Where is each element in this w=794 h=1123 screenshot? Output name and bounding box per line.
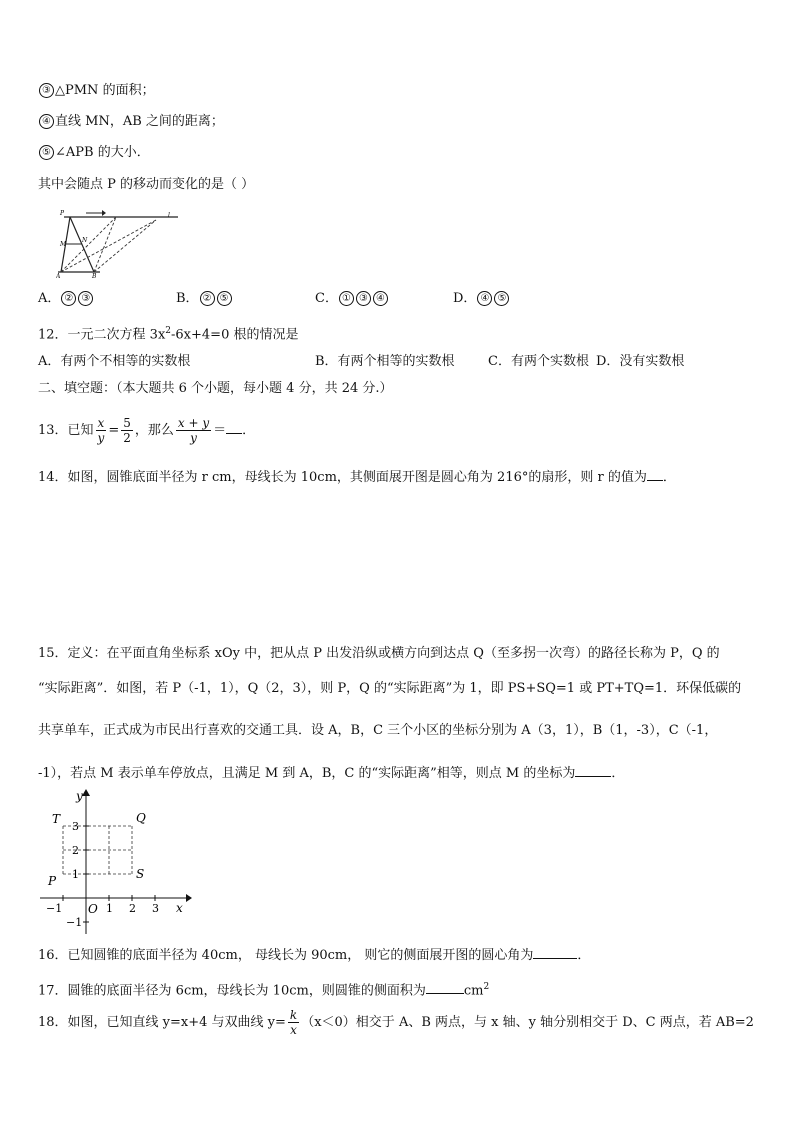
unit: cm xyxy=(463,983,484,999)
label-p: P xyxy=(60,210,65,217)
q18-suffix: （x＜0）相交于 A、B 两点，与 x 轴、y 轴分别相交于 D、C 两点，若 AB=2 xyxy=(301,1015,754,1030)
question-13 xyxy=(38,414,255,448)
q13-mid: ，那么 xyxy=(134,423,174,438)
section-heading: 二、填空题：（本大题共 6 个小题，每小题 4 分，共 24 分.） xyxy=(38,381,393,396)
question-17 xyxy=(38,978,489,1000)
period: ． xyxy=(577,948,591,963)
q16-text: 16．已知圆锥的底面半径为 40cm， 母线长为 90cm， 则它的侧面展开图的圆心角为 xyxy=(38,948,534,963)
label-b: B xyxy=(92,273,97,278)
question-15-line2: “实际距离”．如图，若 P（-1，1），Q（2，3），则 P，Q 的“实际距离”为 1，即 PS+SQ=1 或 PT+TQ=1．环保低碳的 xyxy=(38,681,742,696)
point-t-label: T xyxy=(52,812,61,826)
q13-prefix: 13．已知 xyxy=(38,423,94,438)
answer-blank xyxy=(575,764,611,777)
circled-number: ④ xyxy=(39,114,54,129)
q12-option-d: D．没有实数根 xyxy=(596,354,685,369)
numerator: 5 xyxy=(123,416,131,430)
period: ． xyxy=(611,766,625,781)
answer-blank xyxy=(226,421,242,434)
q12-option-c: C．有两个实数根 xyxy=(488,354,589,369)
exponent: 2 xyxy=(483,982,490,992)
circled-number: ⑤ xyxy=(217,291,232,306)
q17-text: 17．圆锥的底面半径为 6cm，母线长为 10cm，则圆锥的侧面积为 xyxy=(38,983,426,999)
condition-3 xyxy=(38,82,155,100)
answer-blank xyxy=(426,981,464,994)
circled-number: ② xyxy=(61,291,76,306)
q15-text: -1），若点 M 表示单车停放点，且满足 M 到 A，B，C 的“实际距离”相等，则点 M 的坐标为 xyxy=(38,766,576,781)
question-16 xyxy=(38,946,590,965)
equals: = xyxy=(108,423,120,438)
y-tick-neg1: −1 xyxy=(66,916,83,929)
exponent: 2 xyxy=(165,326,172,336)
x-tick-neg1: −1 xyxy=(46,902,63,915)
question-15-line1: 15．定义：在平面直角坐标系 xOy 中，把从点 P 出发沿纵或横方向到达点 Q（至多拐一次弯）的路径长称为 P，Q 的 xyxy=(38,646,720,661)
y-tick-2: 2 xyxy=(72,844,79,857)
stem-text: 12．一元二次方程 3x xyxy=(38,327,166,343)
answer-blank xyxy=(533,946,577,959)
circled-number: ③ xyxy=(78,291,93,306)
point-s-label: S xyxy=(136,867,145,881)
q12-option-a: A．有两个不相等的实数根 xyxy=(38,354,191,369)
circled-number: ③ xyxy=(39,83,54,98)
fraction-5-over-2 xyxy=(121,416,133,445)
question-11-prompt: 其中会随点 P 的移动而变化的是（ ） xyxy=(38,177,255,192)
x-tick-3: 3 xyxy=(152,902,159,915)
q12-option-b: B．有两个相等的实数根 xyxy=(315,354,455,369)
denominator: y xyxy=(97,431,105,445)
option-label: C． xyxy=(315,291,338,306)
circled-number: ③ xyxy=(356,291,371,306)
option-label: B． xyxy=(176,291,199,306)
option-a xyxy=(38,290,94,308)
circled-number: ① xyxy=(339,291,354,306)
q18-prefix: 18．如图，已知直线 y=x+4 与双曲线 y= xyxy=(38,1015,286,1030)
condition-text: △PMN 的面积； xyxy=(55,83,155,98)
y-tick-3: 3 xyxy=(72,820,79,833)
denominator: y xyxy=(190,431,197,445)
fraction-x-over-y xyxy=(96,416,107,445)
circled-number: ② xyxy=(200,291,215,306)
numerator: x xyxy=(97,416,105,430)
x-tick-2: 2 xyxy=(129,902,136,915)
circled-number: ④ xyxy=(373,291,388,306)
numerator: k xyxy=(289,1008,298,1022)
figure-parallel-lines xyxy=(56,208,182,278)
condition-4 xyxy=(38,113,224,131)
condition-5 xyxy=(38,144,150,162)
fraction-x-plus-y-over-y xyxy=(176,416,211,445)
label-n: N xyxy=(82,237,88,244)
period: ． xyxy=(662,470,676,485)
stem-text: -6x+4=0 根的情况是 xyxy=(171,327,299,343)
circled-number: ⑤ xyxy=(39,145,54,160)
label-l: l xyxy=(168,212,170,219)
q14-text: 14．如图，圆锥底面半径为 r cm，母线长为 10cm，其侧面展开图是圆心角为 216°的扇形，则 r 的值为 xyxy=(38,470,647,485)
question-12-stem xyxy=(38,322,298,344)
question-15-line3: 共享单车，正式成为市民出行喜欢的交通工具．设 A，B，C 三个小区的坐标分别为 A（3，1），B（1，-3），C（-1， xyxy=(38,723,718,738)
circled-number: ④ xyxy=(477,291,492,306)
question-18 xyxy=(38,1006,754,1040)
option-b xyxy=(176,290,233,308)
figure-coordinate-plane xyxy=(36,788,196,938)
circled-number: ⑤ xyxy=(494,291,509,306)
point-q-label: Q xyxy=(136,811,146,825)
option-d xyxy=(453,290,510,308)
question-15-line4 xyxy=(38,764,624,783)
numerator: x + y xyxy=(177,416,210,430)
point-p-label: P xyxy=(48,874,57,888)
condition-text: 直线 MN，AB 之间的距离； xyxy=(55,114,224,129)
x-tick-1: 1 xyxy=(106,902,113,915)
origin-label: O xyxy=(88,902,98,916)
answer-blank xyxy=(647,468,663,481)
option-c xyxy=(315,290,389,308)
question-14 xyxy=(38,468,676,487)
denominator: x xyxy=(290,1023,297,1037)
y-tick-1: 1 xyxy=(72,868,79,881)
fraction-k-over-x xyxy=(288,1008,299,1037)
x-axis-label: x xyxy=(176,901,183,915)
label-a: A xyxy=(56,273,61,278)
option-label: A． xyxy=(38,291,61,306)
condition-text: ∠APB 的大小． xyxy=(55,145,150,160)
label-m: M xyxy=(60,241,67,248)
y-axis-label: y xyxy=(76,789,83,803)
q13-suffix: ＝ xyxy=(213,423,227,438)
period: ． xyxy=(242,423,256,438)
denominator: 2 xyxy=(123,431,131,445)
option-label: D． xyxy=(453,291,477,306)
